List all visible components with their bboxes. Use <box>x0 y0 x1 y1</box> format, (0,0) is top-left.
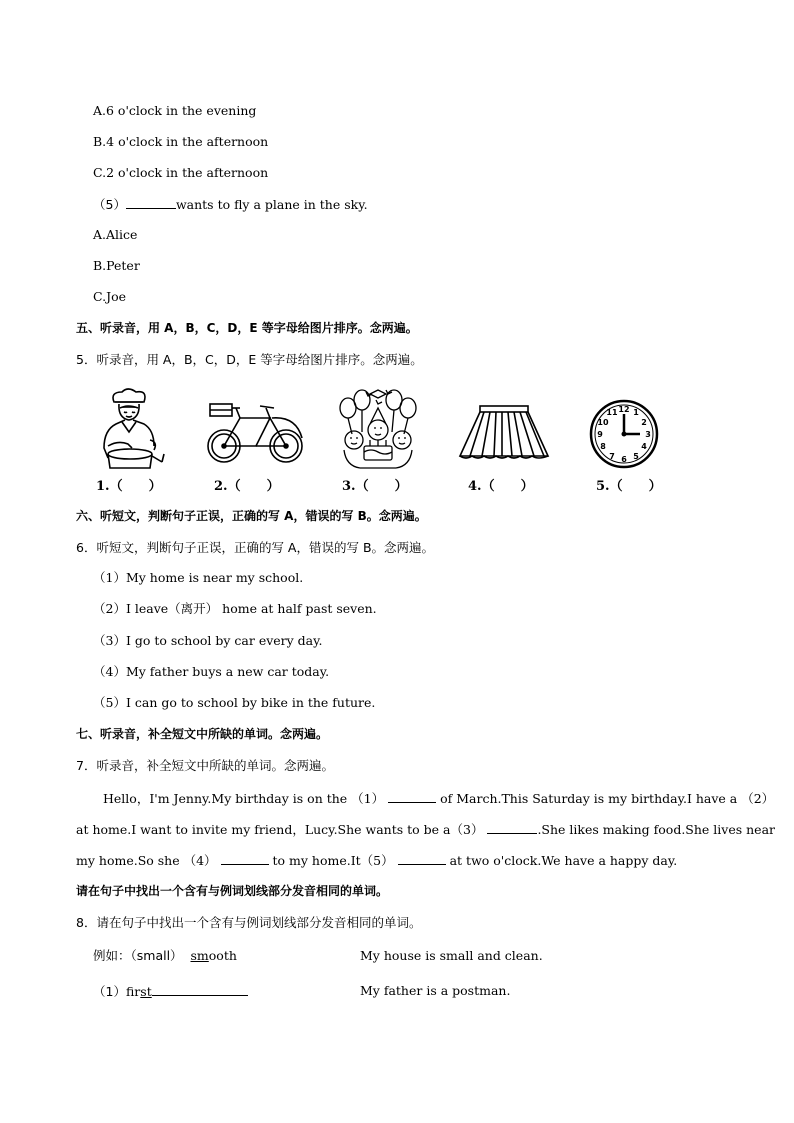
svg-text:9: 9 <box>597 430 603 439</box>
picture-label: 5.（ ） <box>596 479 662 494</box>
passage-line-1: Hello，I'm Jenny.My birthday is on the （1） of March.This Saturday is my birthday.I have a （2） <box>103 791 775 806</box>
question-5 <box>93 196 368 213</box>
svg-text:6: 6 <box>621 455 627 464</box>
skirt-icon <box>456 404 552 464</box>
underlined-sound: st <box>140 984 152 999</box>
underlined-sound: sm <box>190 948 209 963</box>
example-label: 例如：（small） <box>93 948 183 963</box>
answer-blank[interactable] <box>487 821 537 834</box>
example-row <box>93 948 237 964</box>
statement-item: （1）My home is near my school. <box>93 570 304 585</box>
statement-item: （3）I go to school by car every day. <box>93 633 323 648</box>
question-number: （5） <box>93 197 126 212</box>
option-a: A.Alice <box>93 227 138 242</box>
answer-blank[interactable] <box>398 852 446 865</box>
item-row <box>93 983 248 1000</box>
svg-text:7: 7 <box>609 452 615 461</box>
section-7-heading: 七、听录音，补全短文中所缺的单词。念两遍。 <box>76 727 329 741</box>
section-6-prompt: 6．听短文，判断句子正误，正确的写 A，错误的写 B。念两遍。 <box>76 540 435 555</box>
section-6-heading: 六、听短文，判断句子正误，正确的写 A，错误的写 B。念两遍。 <box>76 509 427 523</box>
item-number: （1） <box>93 984 126 999</box>
example-sentence: My house is small and clean. <box>360 948 543 963</box>
birthday-party-icon <box>336 386 420 472</box>
section-7-prompt: 7．听录音，补全短文中所缺的单词。念两遍。 <box>76 758 334 773</box>
svg-text:1: 1 <box>633 408 639 417</box>
item-sentence: My father is a postman. <box>360 983 511 998</box>
answer-blank[interactable] <box>152 983 248 996</box>
svg-text:5: 5 <box>633 452 639 461</box>
answer-blank[interactable] <box>126 196 176 209</box>
statement-item: （2）I leave（离开） home at half past seven. <box>93 601 377 616</box>
clock-icon <box>588 398 660 470</box>
option-b: B.4 o'clock in the afternoon <box>93 134 269 149</box>
answer-blank[interactable] <box>388 790 436 803</box>
passage-line-2: at home.I want to invite my friend，Lucy.She wants to be a（3） .She likes making food.She lives near <box>76 822 776 837</box>
svg-text:8: 8 <box>600 442 606 451</box>
statement-item: （5）I can go to school by bike in the future. <box>93 695 376 710</box>
svg-text:3: 3 <box>645 430 651 439</box>
option-c: C.Joe <box>93 289 127 304</box>
question-text: wants to fly a plane in the sky. <box>175 197 368 212</box>
answer-blank[interactable] <box>221 852 269 865</box>
bicycle-icon <box>206 396 306 468</box>
picture-label: 3.（ ） <box>342 479 408 494</box>
picture-label: 4.（ ） <box>468 479 534 494</box>
statement-item: （4）My father buys a new car today. <box>93 664 330 679</box>
option-c: C.2 o'clock in the afternoon <box>93 165 269 180</box>
picture-label: 1.（ ） <box>96 479 162 494</box>
option-a: A.6 o'clock in the evening <box>93 103 257 118</box>
item-word-start: fir <box>125 984 141 999</box>
svg-text:2: 2 <box>641 418 647 427</box>
svg-text:10: 10 <box>597 418 609 427</box>
section-5-heading: 五、听录音，用 A，B，C，D，E 等字母给图片排序。念两遍。 <box>76 321 418 335</box>
option-b: B.Peter <box>93 258 140 273</box>
section-8-heading: 请在句子中找出一个含有与例词划线部分发音相同的单词。 <box>76 884 389 898</box>
example-word-rest: ooth <box>208 948 237 963</box>
svg-text:11: 11 <box>606 408 618 417</box>
svg-text:4: 4 <box>641 442 647 451</box>
cook-icon <box>92 388 172 470</box>
section-5-prompt: 5．听录音，用 A，B，C，D，E 等字母给图片排序。念两遍。 <box>76 352 423 367</box>
svg-text:12: 12 <box>618 405 630 414</box>
passage-line-3: my home.So she （4） to my home.It（5） at two o'clock.We have a happy day. <box>76 853 678 868</box>
section-8-prompt: 8．请在句子中找出一个含有与例词划线部分发音相同的单词。 <box>76 915 422 930</box>
picture-label: 2.（ ） <box>214 479 280 494</box>
